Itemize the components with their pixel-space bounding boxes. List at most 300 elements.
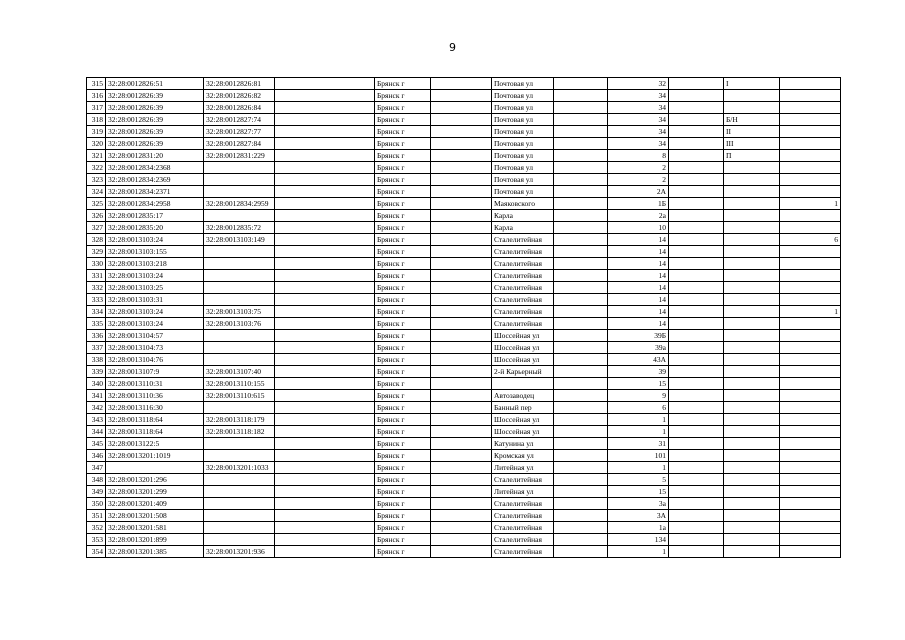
empty-cell bbox=[431, 90, 492, 102]
table-row bbox=[87, 438, 841, 450]
house-cell: 34 bbox=[608, 126, 669, 138]
cadastral-number: 32:28:0013104:73 bbox=[106, 342, 204, 354]
cadastral-number: 32:28:0013104:76 bbox=[106, 354, 204, 366]
building-cell bbox=[669, 390, 724, 402]
building-cell bbox=[669, 114, 724, 126]
house-cell: 1 bbox=[608, 546, 669, 558]
street-cell: Сталелитейная bbox=[492, 474, 554, 486]
row-number: 323 bbox=[87, 174, 106, 186]
row-number: 325 bbox=[87, 198, 106, 210]
object-cadastral-number: 32:28:0012835:72 bbox=[204, 222, 275, 234]
empty-cell bbox=[554, 246, 608, 258]
table-row bbox=[87, 162, 841, 174]
table-row bbox=[87, 546, 841, 558]
object-cadastral-number bbox=[204, 246, 275, 258]
cadastral-number: 32:28:0013103:25 bbox=[106, 282, 204, 294]
empty-cell bbox=[554, 270, 608, 282]
house-cell: 34 bbox=[608, 138, 669, 150]
letter-cell bbox=[724, 282, 780, 294]
building-cell bbox=[669, 150, 724, 162]
letter-cell bbox=[724, 342, 780, 354]
object-cadastral-number bbox=[204, 498, 275, 510]
letter-cell bbox=[724, 330, 780, 342]
building-cell bbox=[669, 186, 724, 198]
object-cadastral-number: 32:28:0012827:84 bbox=[204, 138, 275, 150]
cadastral-number: 32:28:0013201:508 bbox=[106, 510, 204, 522]
city-cell: Брянск г bbox=[375, 222, 431, 234]
house-cell: 34 bbox=[608, 114, 669, 126]
cadastral-number: 32:28:0013104:57 bbox=[106, 330, 204, 342]
letter-cell bbox=[724, 174, 780, 186]
building-cell bbox=[669, 258, 724, 270]
cadastral-number: 32:28:0013201:1019 bbox=[106, 450, 204, 462]
letter-cell bbox=[724, 438, 780, 450]
letter-cell bbox=[724, 462, 780, 474]
extra-cell bbox=[780, 114, 841, 126]
empty-cell bbox=[431, 318, 492, 330]
empty-cell bbox=[275, 78, 375, 90]
cadastral-number: 32:28:0012834:2958 bbox=[106, 198, 204, 210]
cadastral-number: 32:28:0012826:39 bbox=[106, 114, 204, 126]
letter-cell bbox=[724, 294, 780, 306]
city-cell: Брянск г bbox=[375, 474, 431, 486]
cadastral-number: 32:28:0013103:24 bbox=[106, 306, 204, 318]
cadastral-number: 32:28:0013103:24 bbox=[106, 270, 204, 282]
empty-cell bbox=[431, 138, 492, 150]
object-cadastral-number: 32:28:0013118:179 bbox=[204, 414, 275, 426]
table-row bbox=[87, 186, 841, 198]
building-cell bbox=[669, 366, 724, 378]
street-cell: Сталелитейная bbox=[492, 270, 554, 282]
house-cell: 3А bbox=[608, 510, 669, 522]
letter-cell bbox=[724, 510, 780, 522]
cadastral-number: 32:28:0013118:64 bbox=[106, 426, 204, 438]
city-cell: Брянск г bbox=[375, 486, 431, 498]
letter-cell bbox=[724, 522, 780, 534]
house-cell: 101 bbox=[608, 450, 669, 462]
street-cell: Кромская ул bbox=[492, 450, 554, 462]
cadastral-number: 32:28:0012835:17 bbox=[106, 210, 204, 222]
table-row bbox=[87, 318, 841, 330]
street-cell: Шоссейная ул bbox=[492, 342, 554, 354]
extra-cell bbox=[780, 450, 841, 462]
empty-cell bbox=[554, 390, 608, 402]
extra-cell bbox=[780, 378, 841, 390]
empty-cell bbox=[554, 198, 608, 210]
register-table bbox=[86, 77, 841, 558]
house-cell: 1Б bbox=[608, 198, 669, 210]
house-cell: 2а bbox=[608, 210, 669, 222]
letter-cell bbox=[724, 258, 780, 270]
object-cadastral-number bbox=[204, 486, 275, 498]
empty-cell bbox=[554, 402, 608, 414]
object-cadastral-number bbox=[204, 474, 275, 486]
empty-cell bbox=[275, 126, 375, 138]
empty-cell bbox=[431, 510, 492, 522]
row-number: 336 bbox=[87, 330, 106, 342]
city-cell: Брянск г bbox=[375, 246, 431, 258]
table-row bbox=[87, 522, 841, 534]
cadastral-number: 32:28:0013116:30 bbox=[106, 402, 204, 414]
city-cell: Брянск г bbox=[375, 258, 431, 270]
house-cell: 39Б bbox=[608, 330, 669, 342]
house-cell: 3а bbox=[608, 498, 669, 510]
empty-cell bbox=[431, 270, 492, 282]
street-cell: Почтовая ул bbox=[492, 138, 554, 150]
cadastral-number: 32:28:0012826:39 bbox=[106, 90, 204, 102]
empty-cell bbox=[275, 90, 375, 102]
cadastral-number: 32:28:0012835:20 bbox=[106, 222, 204, 234]
row-number: 327 bbox=[87, 222, 106, 234]
table-row bbox=[87, 378, 841, 390]
extra-cell bbox=[780, 150, 841, 162]
object-cadastral-number: 32:28:0013107:40 bbox=[204, 366, 275, 378]
row-number: 334 bbox=[87, 306, 106, 318]
cadastral-number: 32:28:0012826:51 bbox=[106, 78, 204, 90]
street-cell: Шоссейная ул bbox=[492, 330, 554, 342]
building-cell bbox=[669, 174, 724, 186]
cadastral-number: 32:28:0013107:9 bbox=[106, 366, 204, 378]
table-row bbox=[87, 234, 841, 246]
street-cell: Катунина ул bbox=[492, 438, 554, 450]
empty-cell bbox=[554, 510, 608, 522]
empty-cell bbox=[431, 258, 492, 270]
table-row bbox=[87, 198, 841, 210]
table-row bbox=[87, 282, 841, 294]
extra-cell bbox=[780, 222, 841, 234]
street-cell: Литейная ул bbox=[492, 486, 554, 498]
building-cell bbox=[669, 450, 724, 462]
empty-cell bbox=[554, 438, 608, 450]
object-cadastral-number bbox=[204, 342, 275, 354]
object-cadastral-number bbox=[204, 354, 275, 366]
house-cell: 2А bbox=[608, 186, 669, 198]
empty-cell bbox=[554, 546, 608, 558]
object-cadastral-number bbox=[204, 162, 275, 174]
object-cadastral-number bbox=[204, 330, 275, 342]
table-row bbox=[87, 474, 841, 486]
empty-cell bbox=[554, 222, 608, 234]
building-cell bbox=[669, 198, 724, 210]
empty-cell bbox=[554, 534, 608, 546]
object-cadastral-number: 32:28:0013103:76 bbox=[204, 318, 275, 330]
empty-cell bbox=[275, 318, 375, 330]
cadastral-number: 32:28:0013110:31 bbox=[106, 378, 204, 390]
row-number: 330 bbox=[87, 258, 106, 270]
building-cell bbox=[669, 246, 724, 258]
object-cadastral-number: 32:28:0012831:229 bbox=[204, 150, 275, 162]
object-cadastral-number bbox=[204, 402, 275, 414]
extra-cell: 6 bbox=[780, 234, 841, 246]
street-cell: Сталелитейная bbox=[492, 534, 554, 546]
empty-cell bbox=[554, 426, 608, 438]
building-cell bbox=[669, 318, 724, 330]
city-cell: Брянск г bbox=[375, 294, 431, 306]
street-cell: Почтовая ул bbox=[492, 186, 554, 198]
empty-cell bbox=[275, 138, 375, 150]
table-row bbox=[87, 486, 841, 498]
extra-cell bbox=[780, 210, 841, 222]
letter-cell bbox=[724, 102, 780, 114]
row-number: 349 bbox=[87, 486, 106, 498]
building-cell bbox=[669, 498, 724, 510]
letter-cell bbox=[724, 426, 780, 438]
extra-cell bbox=[780, 78, 841, 90]
row-number: 332 bbox=[87, 282, 106, 294]
empty-cell bbox=[554, 78, 608, 90]
row-number: 320 bbox=[87, 138, 106, 150]
empty-cell bbox=[431, 438, 492, 450]
letter-cell bbox=[724, 186, 780, 198]
empty-cell bbox=[431, 150, 492, 162]
empty-cell bbox=[275, 222, 375, 234]
letter-cell bbox=[724, 378, 780, 390]
building-cell bbox=[669, 534, 724, 546]
extra-cell bbox=[780, 438, 841, 450]
extra-cell bbox=[780, 186, 841, 198]
table-row bbox=[87, 414, 841, 426]
object-cadastral-number bbox=[204, 450, 275, 462]
city-cell: Брянск г bbox=[375, 102, 431, 114]
house-cell: 2 bbox=[608, 162, 669, 174]
city-cell: Брянск г bbox=[375, 522, 431, 534]
object-cadastral-number bbox=[204, 522, 275, 534]
extra-cell bbox=[780, 474, 841, 486]
street-cell: Сталелитейная bbox=[492, 318, 554, 330]
city-cell: Брянск г bbox=[375, 390, 431, 402]
house-cell: 5 bbox=[608, 474, 669, 486]
street-cell: Сталелитейная bbox=[492, 294, 554, 306]
extra-cell bbox=[780, 390, 841, 402]
row-number: 315 bbox=[87, 78, 106, 90]
row-number: 335 bbox=[87, 318, 106, 330]
empty-cell bbox=[275, 174, 375, 186]
empty-cell bbox=[431, 222, 492, 234]
extra-cell bbox=[780, 534, 841, 546]
extra-cell bbox=[780, 342, 841, 354]
empty-cell bbox=[275, 534, 375, 546]
row-number: 322 bbox=[87, 162, 106, 174]
empty-cell bbox=[431, 366, 492, 378]
object-cadastral-number bbox=[204, 186, 275, 198]
house-cell: 14 bbox=[608, 234, 669, 246]
city-cell: Брянск г bbox=[375, 306, 431, 318]
city-cell: Брянск г bbox=[375, 450, 431, 462]
empty-cell bbox=[431, 114, 492, 126]
object-cadastral-number: 32:28:0013110:155 bbox=[204, 378, 275, 390]
table-row bbox=[87, 402, 841, 414]
row-number: 350 bbox=[87, 498, 106, 510]
city-cell: Брянск г bbox=[375, 162, 431, 174]
empty-cell bbox=[554, 210, 608, 222]
empty-cell bbox=[275, 486, 375, 498]
house-cell: 43А bbox=[608, 354, 669, 366]
city-cell: Брянск г bbox=[375, 126, 431, 138]
empty-cell bbox=[275, 450, 375, 462]
building-cell bbox=[669, 330, 724, 342]
letter-cell bbox=[724, 162, 780, 174]
object-cadastral-number: 32:28:0013118:182 bbox=[204, 426, 275, 438]
table-row bbox=[87, 246, 841, 258]
house-cell: 8 bbox=[608, 150, 669, 162]
row-number: 348 bbox=[87, 474, 106, 486]
empty-cell bbox=[275, 474, 375, 486]
building-cell bbox=[669, 306, 724, 318]
empty-cell bbox=[275, 378, 375, 390]
house-cell: 6 bbox=[608, 402, 669, 414]
empty-cell bbox=[431, 426, 492, 438]
street-cell: Карла bbox=[492, 222, 554, 234]
empty-cell bbox=[431, 234, 492, 246]
house-cell: 14 bbox=[608, 282, 669, 294]
city-cell: Брянск г bbox=[375, 546, 431, 558]
row-number: 347 bbox=[87, 462, 106, 474]
empty-cell bbox=[431, 450, 492, 462]
city-cell: Брянск г bbox=[375, 510, 431, 522]
empty-cell bbox=[554, 90, 608, 102]
letter-cell: III bbox=[724, 138, 780, 150]
building-cell bbox=[669, 162, 724, 174]
extra-cell bbox=[780, 270, 841, 282]
table-row bbox=[87, 390, 841, 402]
empty-cell bbox=[554, 318, 608, 330]
street-cell: Сталелитейная bbox=[492, 246, 554, 258]
extra-cell: 1 bbox=[780, 198, 841, 210]
house-cell: 10 bbox=[608, 222, 669, 234]
empty-cell bbox=[275, 414, 375, 426]
row-number: 344 bbox=[87, 426, 106, 438]
house-cell: 31 bbox=[608, 438, 669, 450]
table-row bbox=[87, 426, 841, 438]
cadastral-number: 32:28:0013201:581 bbox=[106, 522, 204, 534]
empty-cell bbox=[431, 486, 492, 498]
empty-cell bbox=[554, 522, 608, 534]
row-number: 345 bbox=[87, 438, 106, 450]
empty-cell bbox=[554, 174, 608, 186]
letter-cell bbox=[724, 474, 780, 486]
house-cell: 14 bbox=[608, 258, 669, 270]
table-row bbox=[87, 126, 841, 138]
empty-cell bbox=[431, 390, 492, 402]
city-cell: Брянск г bbox=[375, 198, 431, 210]
empty-cell bbox=[554, 366, 608, 378]
table-row bbox=[87, 222, 841, 234]
empty-cell bbox=[554, 126, 608, 138]
empty-cell bbox=[431, 78, 492, 90]
empty-cell bbox=[431, 294, 492, 306]
house-cell: 34 bbox=[608, 102, 669, 114]
building-cell bbox=[669, 354, 724, 366]
row-number: 317 bbox=[87, 102, 106, 114]
empty-cell bbox=[275, 258, 375, 270]
empty-cell bbox=[275, 366, 375, 378]
house-cell: 2 bbox=[608, 174, 669, 186]
empty-cell bbox=[275, 510, 375, 522]
row-number: 321 bbox=[87, 150, 106, 162]
street-cell: Банный пер bbox=[492, 402, 554, 414]
letter-cell bbox=[724, 366, 780, 378]
building-cell bbox=[669, 102, 724, 114]
city-cell: Брянск г bbox=[375, 378, 431, 390]
city-cell: Брянск г bbox=[375, 114, 431, 126]
empty-cell bbox=[431, 330, 492, 342]
empty-cell bbox=[275, 246, 375, 258]
empty-cell bbox=[554, 186, 608, 198]
letter-cell bbox=[724, 354, 780, 366]
page-number: 9 bbox=[449, 41, 456, 54]
row-number: 338 bbox=[87, 354, 106, 366]
empty-cell bbox=[554, 498, 608, 510]
empty-cell bbox=[431, 546, 492, 558]
building-cell bbox=[669, 138, 724, 150]
empty-cell bbox=[275, 162, 375, 174]
extra-cell: 1 bbox=[780, 306, 841, 318]
house-cell: 9 bbox=[608, 390, 669, 402]
empty-cell bbox=[275, 354, 375, 366]
empty-cell bbox=[554, 150, 608, 162]
street-cell: 2-й Карьерный bbox=[492, 366, 554, 378]
street-cell: Почтовая ул bbox=[492, 78, 554, 90]
table-row bbox=[87, 270, 841, 282]
empty-cell bbox=[275, 402, 375, 414]
building-cell bbox=[669, 438, 724, 450]
cadastral-number: 32:28:0013201:299 bbox=[106, 486, 204, 498]
building-cell bbox=[669, 282, 724, 294]
object-cadastral-number bbox=[204, 270, 275, 282]
building-cell bbox=[669, 378, 724, 390]
building-cell bbox=[669, 234, 724, 246]
letter-cell bbox=[724, 306, 780, 318]
row-number: 316 bbox=[87, 90, 106, 102]
row-number: 331 bbox=[87, 270, 106, 282]
empty-cell bbox=[275, 210, 375, 222]
register-body bbox=[87, 78, 841, 558]
object-cadastral-number bbox=[204, 534, 275, 546]
letter-cell bbox=[724, 390, 780, 402]
city-cell: Брянск г bbox=[375, 282, 431, 294]
letter-cell bbox=[724, 414, 780, 426]
city-cell: Брянск г bbox=[375, 462, 431, 474]
empty-cell bbox=[554, 462, 608, 474]
empty-cell bbox=[431, 186, 492, 198]
street-cell: Шоссейная ул bbox=[492, 426, 554, 438]
house-cell: 15 bbox=[608, 378, 669, 390]
building-cell bbox=[669, 294, 724, 306]
house-cell: 14 bbox=[608, 306, 669, 318]
city-cell: Брянск г bbox=[375, 354, 431, 366]
city-cell: Брянск г bbox=[375, 318, 431, 330]
empty-cell bbox=[275, 306, 375, 318]
building-cell bbox=[669, 510, 724, 522]
empty-cell bbox=[554, 234, 608, 246]
city-cell: Брянск г bbox=[375, 426, 431, 438]
empty-cell bbox=[275, 282, 375, 294]
object-cadastral-number: 32:28:0012827:74 bbox=[204, 114, 275, 126]
city-cell: Брянск г bbox=[375, 78, 431, 90]
empty-cell bbox=[554, 330, 608, 342]
cadastral-number: 32:28:0012826:39 bbox=[106, 138, 204, 150]
empty-cell bbox=[554, 138, 608, 150]
row-number: 342 bbox=[87, 402, 106, 414]
house-cell: 14 bbox=[608, 246, 669, 258]
table-row bbox=[87, 330, 841, 342]
table-row bbox=[87, 498, 841, 510]
letter-cell bbox=[724, 498, 780, 510]
extra-cell bbox=[780, 126, 841, 138]
empty-cell bbox=[431, 126, 492, 138]
city-cell: Брянск г bbox=[375, 366, 431, 378]
house-cell: 39а bbox=[608, 342, 669, 354]
